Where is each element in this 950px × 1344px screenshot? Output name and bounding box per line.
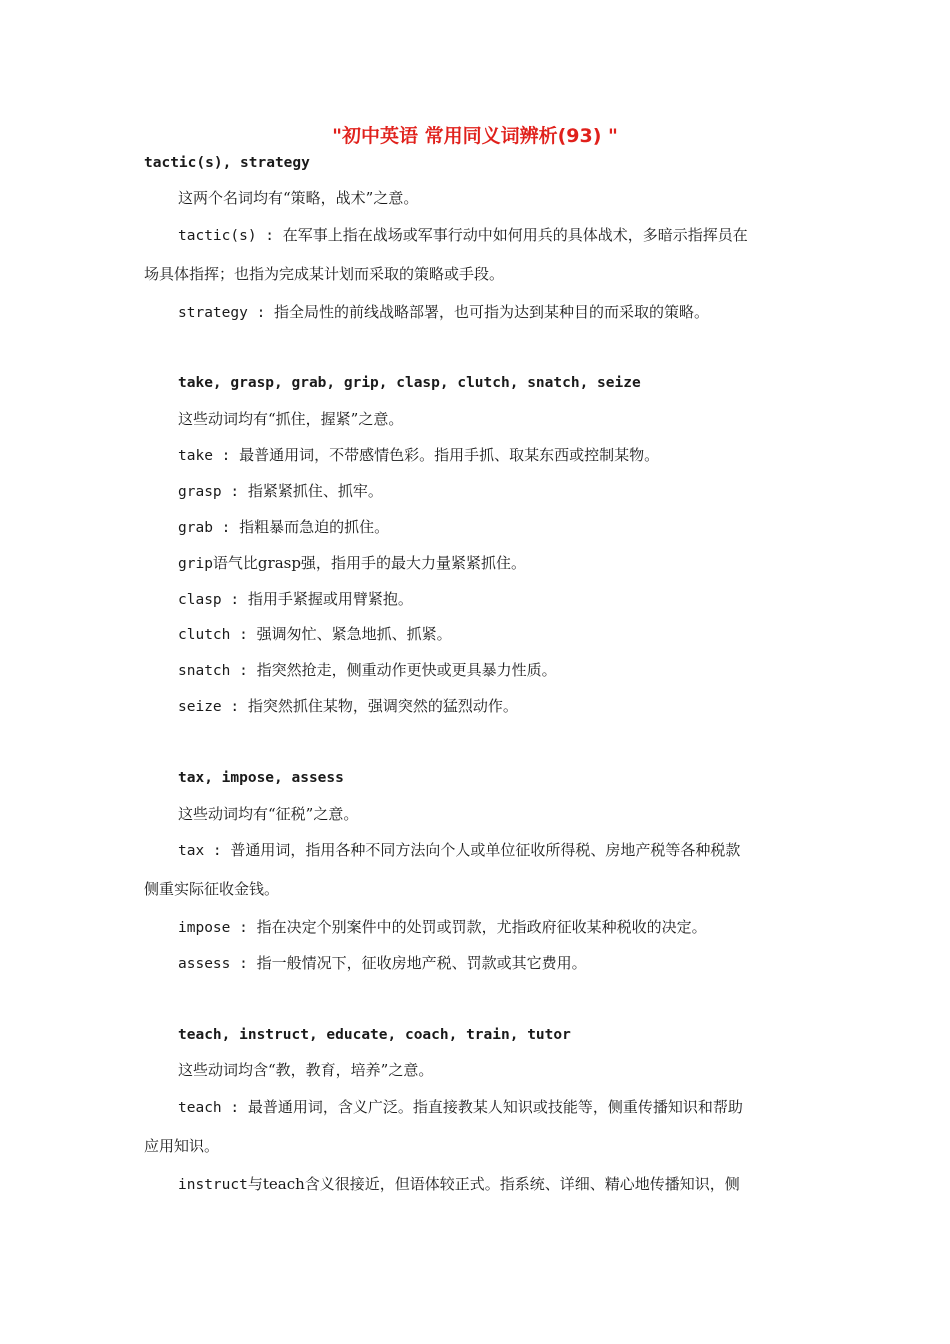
entry-term: clasp [178,592,222,608]
entry-term: impose [178,920,231,936]
section-intro: 这些动词均有“征税”之意。 [178,805,359,823]
entry-term: snatch [178,663,231,679]
section-heading: tax, impose, assess [178,770,344,786]
entry-text: 强调匆忙、紧急地抓、抓紧。 [256,625,452,643]
entry-term: teach [178,1100,222,1116]
entry [178,516,389,539]
entry-separator: : [230,627,257,643]
entry-text: 普通用词，指用各种不同方法向个人或单位征收所得税、房地产税等各种税款 [230,841,741,859]
entry [178,1173,740,1196]
section-heading: tactic(s), strategy [144,155,310,171]
entry-term: grasp [178,484,222,500]
entry-continuation: 应用知识。 [144,1137,220,1155]
entry-separator: : [221,1100,248,1116]
entry-text: 语气比grasp强，指用手的最大力量紧紧抓住。 [212,554,526,572]
entry [178,952,587,975]
entry [178,623,452,646]
entry-term: assess [178,956,231,972]
entry [178,480,383,503]
entry-separator: : [221,592,248,608]
entry [178,839,740,862]
section-heading: take, grasp, grab, grip, clasp, clutch, snatch, seize [178,375,641,391]
entry [178,1096,743,1119]
entry-continuation: 场具体指挥；也指为完成某计划而采取的策略或手段。 [144,265,505,283]
entry-term: tax [178,843,205,859]
entry-term: strategy [178,305,248,321]
entry-separator: : [256,228,283,244]
entry-text: 指用手紧握或用臂紧抱。 [247,590,413,608]
entry-text: 最普通用词，不带感情色彩。指用手抓、取某东西或控制某物。 [239,446,660,464]
entry-text: 指全局性的前线战略部署，也可指为达到某种目的而采取的策略。 [274,303,710,321]
section-intro: 这两个名词均有“策略，战术”之意。 [178,189,419,207]
entry [178,444,659,467]
entry-term: take [178,448,213,464]
entry-text: 指紧紧抓住、抓牢。 [247,482,383,500]
section-intro: 这些动词均含“教，教育，培养”之意。 [178,1061,434,1079]
entry-continuation: 侧重实际征收金钱。 [144,880,280,898]
section-intro: 这些动词均有“抓住，握紧”之意。 [178,410,404,428]
entry-separator: : [230,663,257,679]
entry-separator: : [221,484,248,500]
entry [178,659,557,682]
entry-text: 在军事上指在战场或军事行动中如何用兵的具体战术，多暗示指挥员在 [282,226,748,244]
entry [178,916,707,939]
entry [178,588,413,611]
entry-separator: : [247,305,275,321]
document-title: "初中英语 常用同义词辨析(93) " [332,125,618,147]
entry-text: 指在决定个别案件中的处罚或罚款，尤指政府征收某种税收的决定。 [256,918,707,936]
entry-separator: : [230,920,257,936]
entry-separator: : [221,699,248,715]
entry [178,552,526,575]
entry-separator: : [212,448,240,464]
entry-separator: : [204,843,231,859]
entry [178,224,748,247]
entry-term: clutch [178,627,231,643]
entry-text: 指粗暴而急迫的抓住。 [239,518,390,536]
entry-term: instruct [178,1177,248,1193]
entry-term: grip [178,556,213,572]
entry-separator: : [230,956,257,972]
entry-text: 指突然抓住某物，强调突然的猛烈动作。 [247,697,518,715]
entry [178,695,518,718]
entry-separator: : [212,520,240,536]
entry-text: 与teach含义很接近，但语体较正式。指系统、详细、精心地传播知识，侧 [247,1175,740,1193]
entry-text: 指突然抢走，侧重动作更快或更具暴力性质。 [256,661,557,679]
entry-text: 指一般情况下，征收房地产税、罚款或其它费用。 [256,954,587,972]
entry-term: seize [178,699,222,715]
entry-text: 最普通用词，含义广泛。指直接教某人知识或技能等，侧重传播知识和帮助 [247,1098,743,1116]
entry [178,301,709,324]
section-heading: teach, instruct, educate, coach, train, tutor [178,1027,571,1043]
entry-term: grab [178,520,213,536]
entry-term: tactic(s) [178,228,257,244]
